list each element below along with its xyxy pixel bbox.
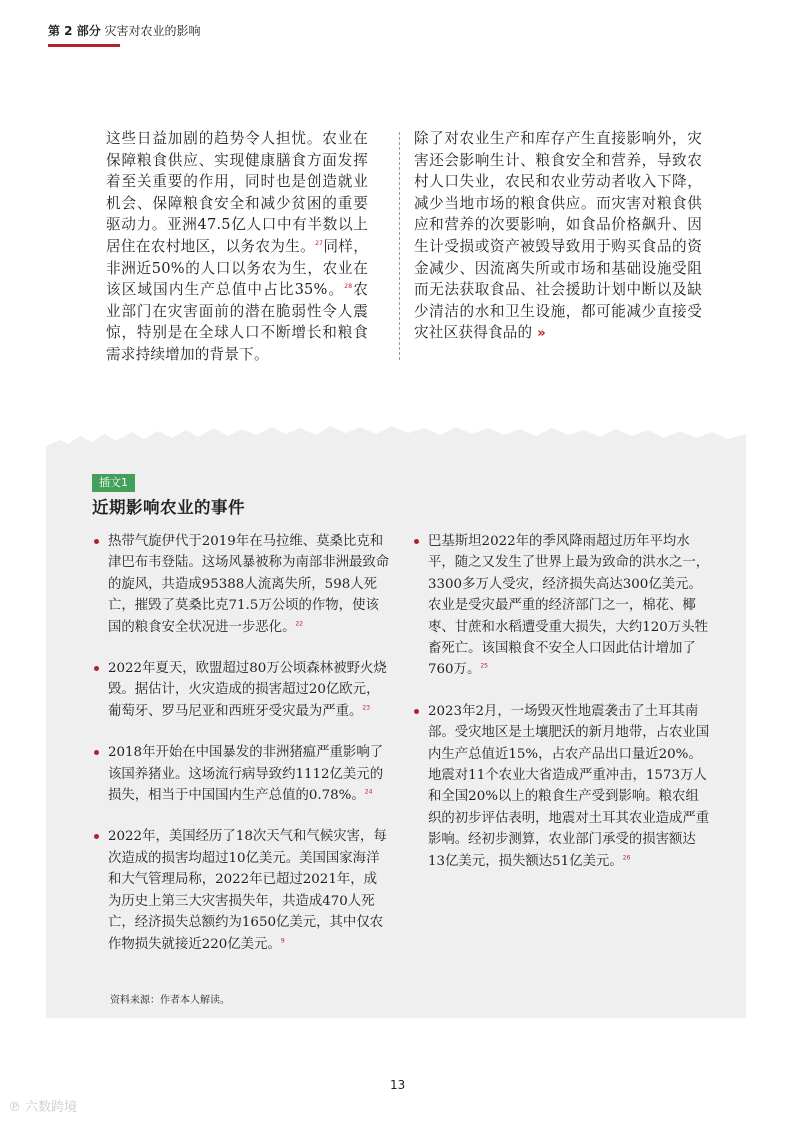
part-label: 第 2 部分 xyxy=(48,24,101,38)
list-item-text: 2023年2月，一场毁灭性地震袭击了土耳其南部。受灾地区是土壤肥沃的新月地带，占农业国内生产总值近15%，占农产品出口量近20%。地震对11个农业大省造成严重冲击，1573万人和全国20%以上的粮食生产受到影响。粮农组织的初步评估表明，地震对土耳其农业造成严重影响。经初步测算，农业部门承受的损害额达13亿美元，损失额达51亿美元。 xyxy=(428,703,710,869)
bullet-dot-icon xyxy=(94,539,99,544)
reference-23[interactable]: 23 xyxy=(362,704,371,712)
watermark-text: 六数跨境 xyxy=(25,1100,78,1115)
list-item-text: 2018年开始在中国暴发的非洲猪瘟严重影响了该国养猪业。这场流行病导致约1112亿美元的损失，相当于中国国内生产总值的0.78%。 xyxy=(108,745,384,804)
list-item xyxy=(92,531,390,638)
bullet-dot-icon xyxy=(414,539,419,544)
list-item-text: 2022年夏天，欧盟超过80万公顷森林被野火烧毁。据估计，火灾造成的损害超过20亿欧元，葡萄牙、罗马尼亚和西班牙受灾最为严重。 xyxy=(108,661,387,719)
list-item xyxy=(92,658,390,722)
box-source-note: 资料来源：作者本人解读。 xyxy=(110,995,230,1006)
list-item-text: 2022年，美国经历了18次天气和气候灾害，每次造成的损害均超过10亿美元。美国国家海洋和大气管理局称，2022年已超过2021年，成为历史上第三大灾害损失年，共造成470人死亡，经济损失总额约为1650亿美元，其中仅农作物损失就接近220亿美元。 xyxy=(108,829,387,952)
running-header xyxy=(48,22,201,39)
bullet-dot-icon xyxy=(94,666,99,671)
list-item xyxy=(412,531,710,681)
watermark-logo-icon: ℗ xyxy=(8,1100,26,1115)
list-item xyxy=(92,742,390,806)
bullet-dot-icon xyxy=(414,709,419,714)
intro-left-text-2: 同样，非洲近50%的人口以务农为生，农业在该区域国内生产总值中占比35%。 xyxy=(106,237,368,299)
list-item-text: 热带气旋伊代于2019年在马拉维、莫桑比克和津巴布韦登陆。这场风暴被称为南部非洲最致命的旋风，共造成95388人流离失所，598人死亡，摧毁了莫桑比克71.5万公顷的作物，使该国的粮食安全状况进一步恶化。 xyxy=(108,534,390,635)
bullet-dot-icon xyxy=(94,750,99,755)
reference-25[interactable]: 25 xyxy=(480,662,488,670)
page-number: 13 xyxy=(390,1078,406,1092)
list-item-text: 巴基斯坦2022年的季风降雨超过历年平均水平，随之又发生了世界上最为致命的洪水之一，3300多万人受灾，经济损失高达300亿美元。农业是受灾最严重的经济部门之一，棉花、椰枣、甘蔗和水稻遭受重大损失，大约120万头牲畜死亡。该国粮食不安全人口因此估计增加了760万。 xyxy=(428,534,710,678)
section-title: 灾害对农业的影响 xyxy=(104,24,201,38)
box-badge: 插文1 xyxy=(92,474,135,492)
bullet-dot-icon xyxy=(94,834,99,839)
list-item xyxy=(92,826,390,954)
reference-22[interactable]: 22 xyxy=(295,620,304,628)
reference-24[interactable]: 24 xyxy=(364,788,373,796)
intro-right-text: 除了对农业生产和库存产生直接影响外，灾害还会影响生计、粮食安全和营养，导致农村人口失业，农民和农业劳动者收入下降，减少当地市场的粮食供应。而灾害对粮食供应和营养的次要影响，如食品价格飙升、因生计受损或资产被毁导致用于购买食品的资金减少、因流离失所或市场和基础设施受阻而无法获取食品、社会援助计划中断以及缺少清洁的水和卫生设施，都可能减少直接受灾社区获得食品的 xyxy=(414,130,702,342)
reference-28[interactable]: 28 xyxy=(344,283,353,291)
box-left-column xyxy=(92,531,390,975)
continue-arrow-icon: » xyxy=(537,326,546,342)
reference-26[interactable]: 26 xyxy=(622,854,631,862)
intro-right-column xyxy=(414,128,702,345)
column-divider xyxy=(399,132,400,360)
intro-left-text-3: 农业部门在灾害面前的潜在脆弱性令人震惊，特别是在全球人口不断增长和粮食需求持续增加的背景下。 xyxy=(106,281,368,363)
intro-left-text-1: 这些日益加剧的趋势令人担忧。农业在保障粮食供应、实现健康膳食方面发挥着至关重要的作用，同时也是创造就业机会、保障粮食安全和减少贫困的重要驱动力。亚洲47.5亿人口中有半数以上居住在农村地区，以务农为生。 xyxy=(106,130,368,255)
header-accent-rule xyxy=(48,44,120,47)
list-item xyxy=(412,701,710,872)
reference-9[interactable]: 9 xyxy=(280,937,285,945)
reference-27[interactable]: 27 xyxy=(315,240,324,248)
box-right-column xyxy=(412,531,710,892)
box-title: 近期影响农业的事件 xyxy=(92,498,245,517)
intro-left-column xyxy=(106,128,368,366)
watermark xyxy=(8,1096,77,1115)
